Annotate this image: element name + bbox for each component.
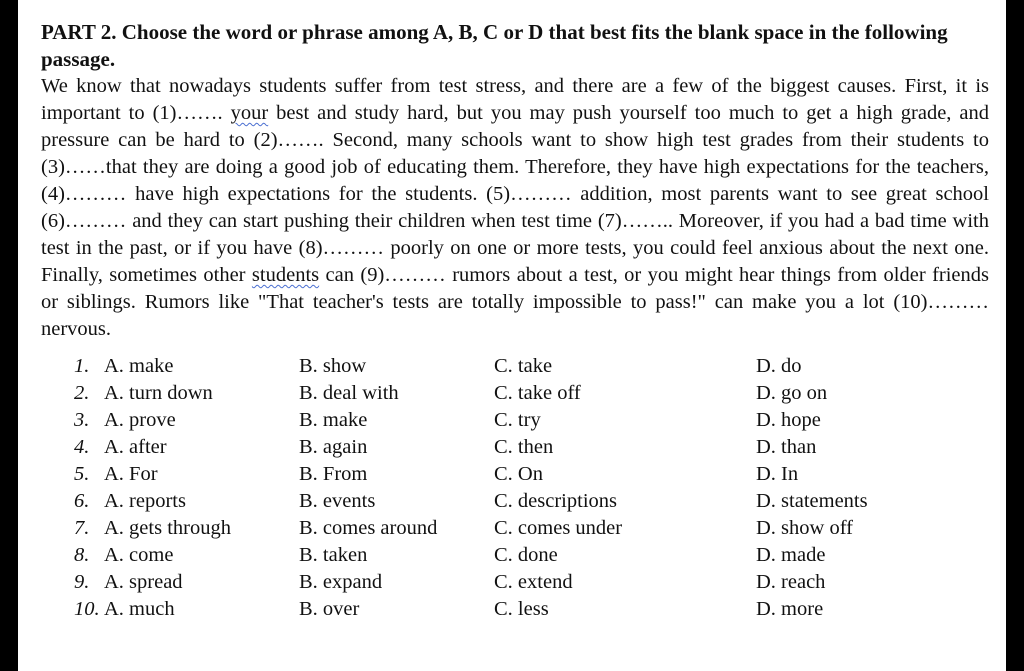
question-number: 8. (74, 544, 90, 566)
question-number: 1. (74, 355, 90, 377)
question-number: 9. (74, 571, 90, 593)
option-b: B. taken (299, 544, 368, 566)
document-page (18, 0, 1006, 671)
option-d: D. hope (756, 409, 821, 431)
passage-text (41, 73, 989, 343)
passage-segment-2: best and study hard, but you may push yourself too much to get a high grade, and pressure can be hard to (2)……. Second, many schools want to show high test grades from their students to (3)……that they are doing a good job of educating them. Therefore, they have high expectations for the teachers, (4)……… have high expectations for the students. (5)……… addition, most parents want to see great school (6)……… and they can start pushing their children when test time (7)…….. Moreover, if you had a bad time with test in the past, or if you have (8)……… poorly on one or more tests, you could feel anxious about the next one. Finally, sometimes other (41, 102, 989, 286)
option-b: B. again (299, 436, 368, 458)
question-row (74, 515, 956, 542)
question-row (74, 596, 956, 623)
option-b: B. comes around (299, 517, 438, 539)
passage-segment-1: We know that nowadays students suffer from test stress, and there are a few of the biggest causes. First, it is important to (1)……. (41, 75, 989, 124)
option-a: A. reports (104, 490, 186, 512)
option-d: D. show off (756, 517, 853, 539)
option-c: C. descriptions (494, 490, 617, 512)
question-row (74, 488, 956, 515)
question-number: 10. (74, 598, 100, 620)
option-c: C. try (494, 409, 541, 431)
part-heading: PART 2. Choose the word or phrase among A, B, C or D that best fits the blank space in the following passage. (41, 20, 948, 71)
question-number: 2. (74, 382, 90, 404)
option-d: D. go on (756, 382, 828, 404)
question-row (74, 380, 956, 407)
question-number: 3. (74, 409, 90, 431)
option-a: A. gets through (104, 517, 231, 539)
spellcheck-word-your: your (230, 102, 269, 124)
option-c: C. less (494, 598, 549, 620)
option-d: D. than (756, 436, 817, 458)
option-d: D. more (756, 598, 824, 620)
question-row (74, 569, 956, 596)
option-b: B. events (299, 490, 376, 512)
question-number: 7. (74, 517, 90, 539)
option-a: A. For (104, 463, 158, 485)
answer-options-table (74, 353, 956, 623)
option-a: A. spread (104, 571, 183, 593)
question-number: 5. (74, 463, 90, 485)
option-d: D. made (756, 544, 826, 566)
option-b: B. make (299, 409, 368, 431)
option-d: D. In (756, 463, 799, 485)
question-row (74, 434, 956, 461)
option-c: C. done (494, 544, 558, 566)
option-b: B. over (299, 598, 360, 620)
option-c: C. take (494, 355, 553, 377)
option-b: B. deal with (299, 382, 399, 404)
spellcheck-word-students: students (251, 264, 320, 286)
option-a: A. prove (104, 409, 176, 431)
passage-segment-3: can (9)……… rumors about a test, or you might hear things from older friends or siblings. Rumors like "That teacher's tests are totally impossible to pass!" can make you a lot (10)……… nervous. (41, 264, 989, 340)
option-a: A. turn down (104, 382, 213, 404)
question-row (74, 461, 956, 488)
option-c: C. then (494, 436, 554, 458)
option-d: D. do (756, 355, 802, 377)
option-b: B. show (299, 355, 367, 377)
option-c: C. take off (494, 382, 581, 404)
option-a: A. much (104, 598, 175, 620)
question-row (74, 407, 956, 434)
option-c: C. comes under (494, 517, 623, 539)
document-content (41, 19, 989, 623)
option-b: B. expand (299, 571, 383, 593)
option-a: A. after (104, 436, 167, 458)
option-c: C. extend (494, 571, 573, 593)
question-row (74, 542, 956, 569)
option-a: A. make (104, 355, 174, 377)
option-c: C. On (494, 463, 543, 485)
option-d: D. statements (756, 490, 868, 512)
question-number: 6. (74, 490, 90, 512)
option-a: A. come (104, 544, 174, 566)
option-b: B. From (299, 463, 368, 485)
question-number: 4. (74, 436, 90, 458)
option-d: D. reach (756, 571, 826, 593)
question-row (74, 353, 956, 380)
